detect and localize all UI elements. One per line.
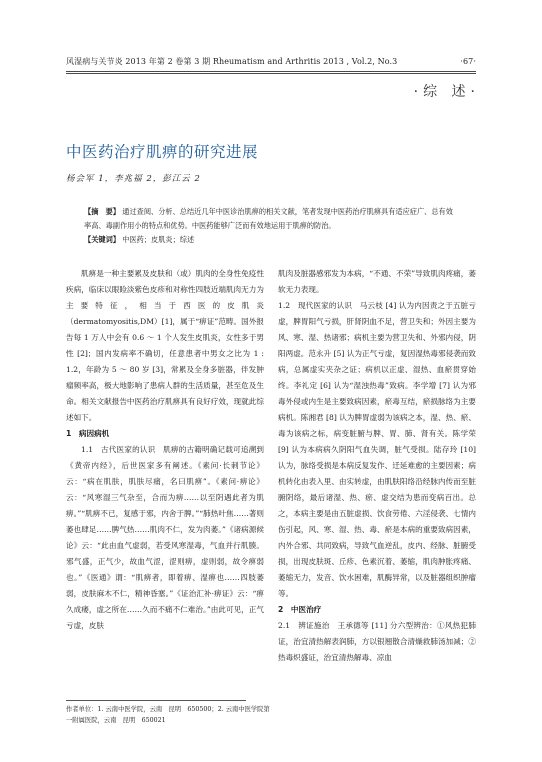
author-affiliation-footnote: 作者单位：1. 云南中医学院，云南 昆明 650500；2. 云南中医学院第一附属医院，云南 昆明 650021	[66, 706, 270, 724]
paragraph: 肌痹是一种主要累及皮肤和（或）肌肉的全身性免疫性疾病，临床以眼睑淡紫色皮疹和对称性四肢近端肌肉无力为主要特征，相当于西医的皮肌炎（dermatomyositis,DM）[1]，属于“痹证”范畴。国外报告每 1 万人中会有 0.6 ～ 1 个人发生皮肌炎，女性多于男性 [2]；国内发病率不确切，任意患者中男女之比为 1 : 1.2，年龄为 5 ～ 80 岁 [3]，常累及全身多脏器，伴发肿瘤频率高，极大地影响了患病人群的生活质量，甚至危及生命。相关文献报告中医药治疗肌痹具有良好疗效，现就此综述如下。	[66, 269, 264, 422]
page-number: ·67·	[460, 57, 476, 66]
header-rule	[66, 71, 476, 72]
journal-citation: 风湿病与关节炎 2013 年第 2 卷第 3 期 Rheumatism and Arthritis 2013 , Vol.2, No.3	[66, 57, 398, 66]
section-heading: 2 中医治疗	[278, 605, 322, 614]
keywords	[84, 233, 458, 247]
abstract-text: 通过查阅、分析、总结近几年中医诊治肌痹的相关文献，笔者发现中医药治疗肌痹具有适应症广、总有效率高、毒副作用小的特点和优势。中医药能够广泛而有效地运用于肌痹的防治。	[84, 207, 453, 230]
section-heading: 1 病因病机	[66, 429, 110, 438]
abstract-block	[84, 205, 458, 247]
body-column-right	[278, 266, 476, 666]
paragraph: 2.1 辨证施治 王承德等 [11] 分六型辨治：①风热犯肺证，治宜清热解表润肺，方以银翘散合清燥救肺汤加减；②热毒炽盛证，治宜清热解毒、凉血	[278, 621, 476, 662]
paragraph: 肌肉及脏器感邪发为本病，“不通、不荣”导致肌肉疼痛，萎软无力表现。	[278, 269, 476, 294]
footnote-rule	[66, 700, 246, 701]
author-list: 杨会军 1，李兆福 2，彭江云 2	[66, 174, 201, 184]
keywords-text: 中医药；皮肌炎；综述	[122, 235, 195, 244]
header-rule-thin	[66, 73, 476, 74]
paragraph: 1.1 古代医家的认识 肌痹的古籍明确记载可追溯到《黄帝内经》，后世医家多有阐述。《素问·长刺节论》云：“病在肌肤，肌肤尽痛，名曰肌痹”。《素问·痹论》云：“风寒湿三气杂至，合而为痹……以至阴遇此者为肌痹。”“肌痹不已，复感于邪，内舍于脾。”“肺热叶焦……著则萎也肆足……脾气热……肌肉不仁，发为肉萎。”《诸病源候论》云：“此由血气虚弱，若受风寒湿毒，气血并行肌腠。邪气盛，正气少，故血气涩，涩则痹，虚则弱，故令痹弱也。”《医通》谓：“肌痹者，即着痹、湿痹也……四肢萎弱，皮肤麻木不仁，精神昏塞。”《证治汇补·痹证》云：“痹久成痿，虚之所在……久而不痛不仁难治。”由此可见，正气亏虚，皮肤	[66, 445, 264, 630]
abstract	[84, 205, 458, 233]
abstract-label: 【摘 要】	[84, 207, 120, 216]
body-column-left	[66, 266, 264, 634]
section-label: ·综 述·	[413, 84, 480, 100]
paragraph: 1.2 现代医家的认识 马云枝 [4] 认为内因责之于五脏亏虚，脾胃阳气亏损，肝肾阴血不足，营卫失和；外因主要为风、寒、湿、热诸邪；病机主要为营卫失和、外邪内侵，阴阳两虚。范永升 [5] 认为正气亏虚，复因湿热毒邪侵袭而致病，总属虚实夹杂之证；病机以正虚、湿热、血瘀贯穿始终。李礼定 [6] 认为“湿浊热毒”致病。李学增 [7] 认为邪毒外侵或内生是主要致病因素，瘀毒互结，瘀损脉络为主要病机。陈湘君 [8] 认为脾胃虚弱为该病之本，湿、热、瘀、毒为该病之标，病变脏腑与脾、胃、肺、肾有关。陈学荣 [9] 认为本病病久阴阳气血失调，脏气受损。陆存玲 [10] 认为，脉络受损是本病反复发作、迁延难愈的主要因素；病机转化由表入里、由实转虚，由肌肤阳络沿经脉内传而至脏腑阴络，最后诸湿、热、瘀、虚交结为患而变病百出。总之，本病主要是由五脏虚损、饮食劳倦、六淫侵袭、七情内伤引起，风、寒、湿、热、毒、瘀是本病的重要致病因素，内外合邪、共同致病，导致气血逆乱，皮内、经脉、脏腑受损，出现皮肤斑、丘疹、色素沉着、萎缩，肌肉肿胀疼痛、萎缩无力，发音、饮水困难，肌酶异常，以及脏器组织肿瘤等。	[278, 301, 476, 598]
running-header	[66, 56, 476, 67]
article-title: 中医药治疗肌痹的研究进展	[66, 143, 259, 162]
keywords-label: 【关键词】	[84, 235, 120, 244]
